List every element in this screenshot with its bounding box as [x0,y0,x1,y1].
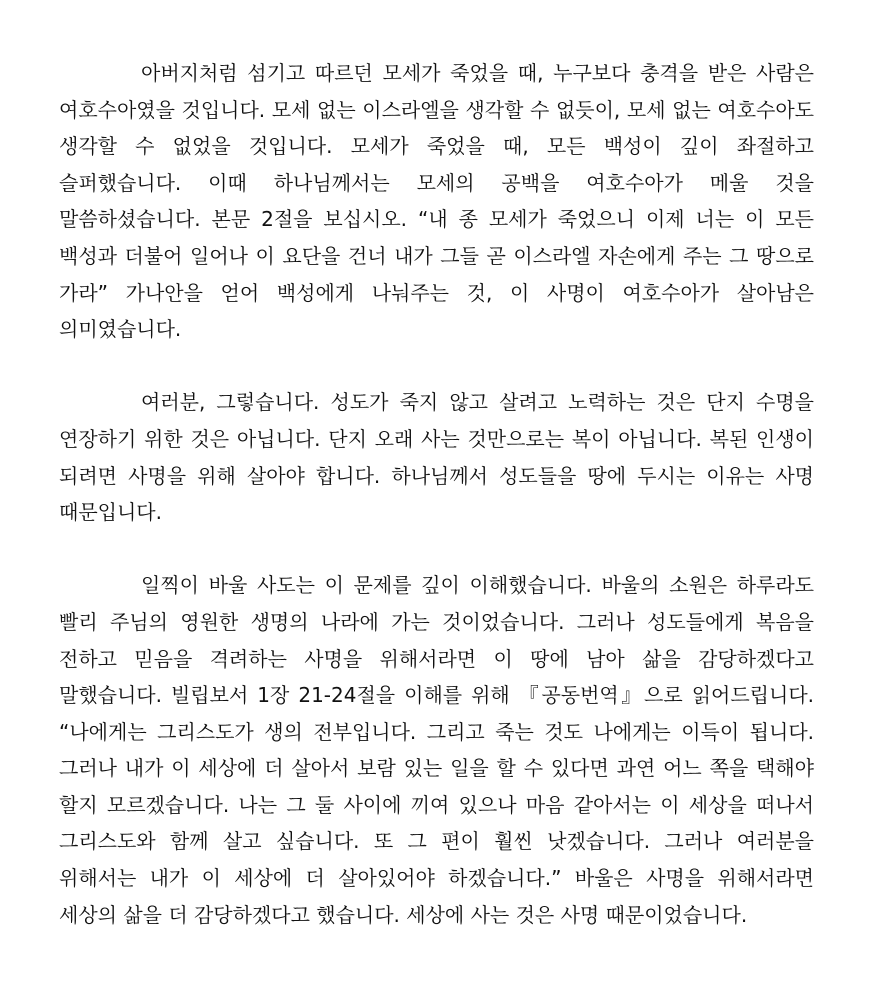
paragraph-spacer [59,531,814,568]
document-body [59,55,814,933]
paragraph-mission-life: 여러분, 그렇습니다. 성도가 죽지 않고 살려고 노력하는 것은 단지 수명을 연장하기 위한 것은 아닙니다. 단지 오래 사는 것만으로는 복이 아닙니다. 복된 인생이 되려면 사명을 위해 살아야 합니다. 하나님께서 성도들을 땅에 두시는 이유는 사명 때문입니다. [59,390,814,525]
paragraph-paul-philippians: 일찍이 바울 사도는 이 문제를 깊이 이해했습니다. 바울의 소원은 하루라도 빨리 주님의 영원한 생명의 나라에 가는 것이었습니다. 그러나 성도들에게 복음을 전하고 믿음을 격려하는 사명을 위해서라면 이 땅에 남아 삶을 감당하겠다고 말했습니다. 빌립보서 1장 21-24절을 이해를 위해 『공동번역』으로 읽어드립니다. “나에게는 그리스도가 생의 전부입니다. 그리고 죽는 것도 나에게는 이득이 됩니다. 그러나 내가 이 세상에 더 살아서 보람 있는 일을 할 수 있다면 과연 어느 쪽을 택해야 할지 모르겠습니다. 나는 그 둘 사이에 끼여 있으나 마음 같아서는 이 세상을 떠나서 그리스도와 함께 살고 싶습니다. 또 그 편이 훨씬 낫겠습니다. 그러나 여러분을 위해서는 내가 이 세상에 더 살아있어야 하겠습니다.” 바울은 사명을 위해서라면 세상의 삶을 더 감당하겠다고 했습니다. 세상에 사는 것은 사명 때문이었습니다. [59,573,814,927]
paragraph-moses-joshua: 아버지처럼 섬기고 따르던 모세가 죽었을 때, 누구보다 충격을 받은 사람은 여호수아였을 것입니다. 모세 없는 이스라엘을 생각할 수 없듯이, 모세 없는 여호수아도 생각할 수 없었을 것입니다. 모세가 죽었을 때, 모든 백성이 깊이 좌절하고 슬퍼했습니다. 이때 하나님께서는 모세의 공백을 여호수아가 메울 것을 말씀하셨습니다. 본문 2절을 보십시오. “내 종 모세가 죽었으니 이제 너는 이 모든 백성과 더불어 일어나 이 요단을 건너 내가 그들 곧 이스라엘 자손에게 주는 그 땅으로 가라” 가나안을 얻어 백성에게 나눠주는 것, 이 사명이 여호수아가 살아남은 의미였습니다. [59,61,814,342]
paragraph-spacer [59,348,814,385]
